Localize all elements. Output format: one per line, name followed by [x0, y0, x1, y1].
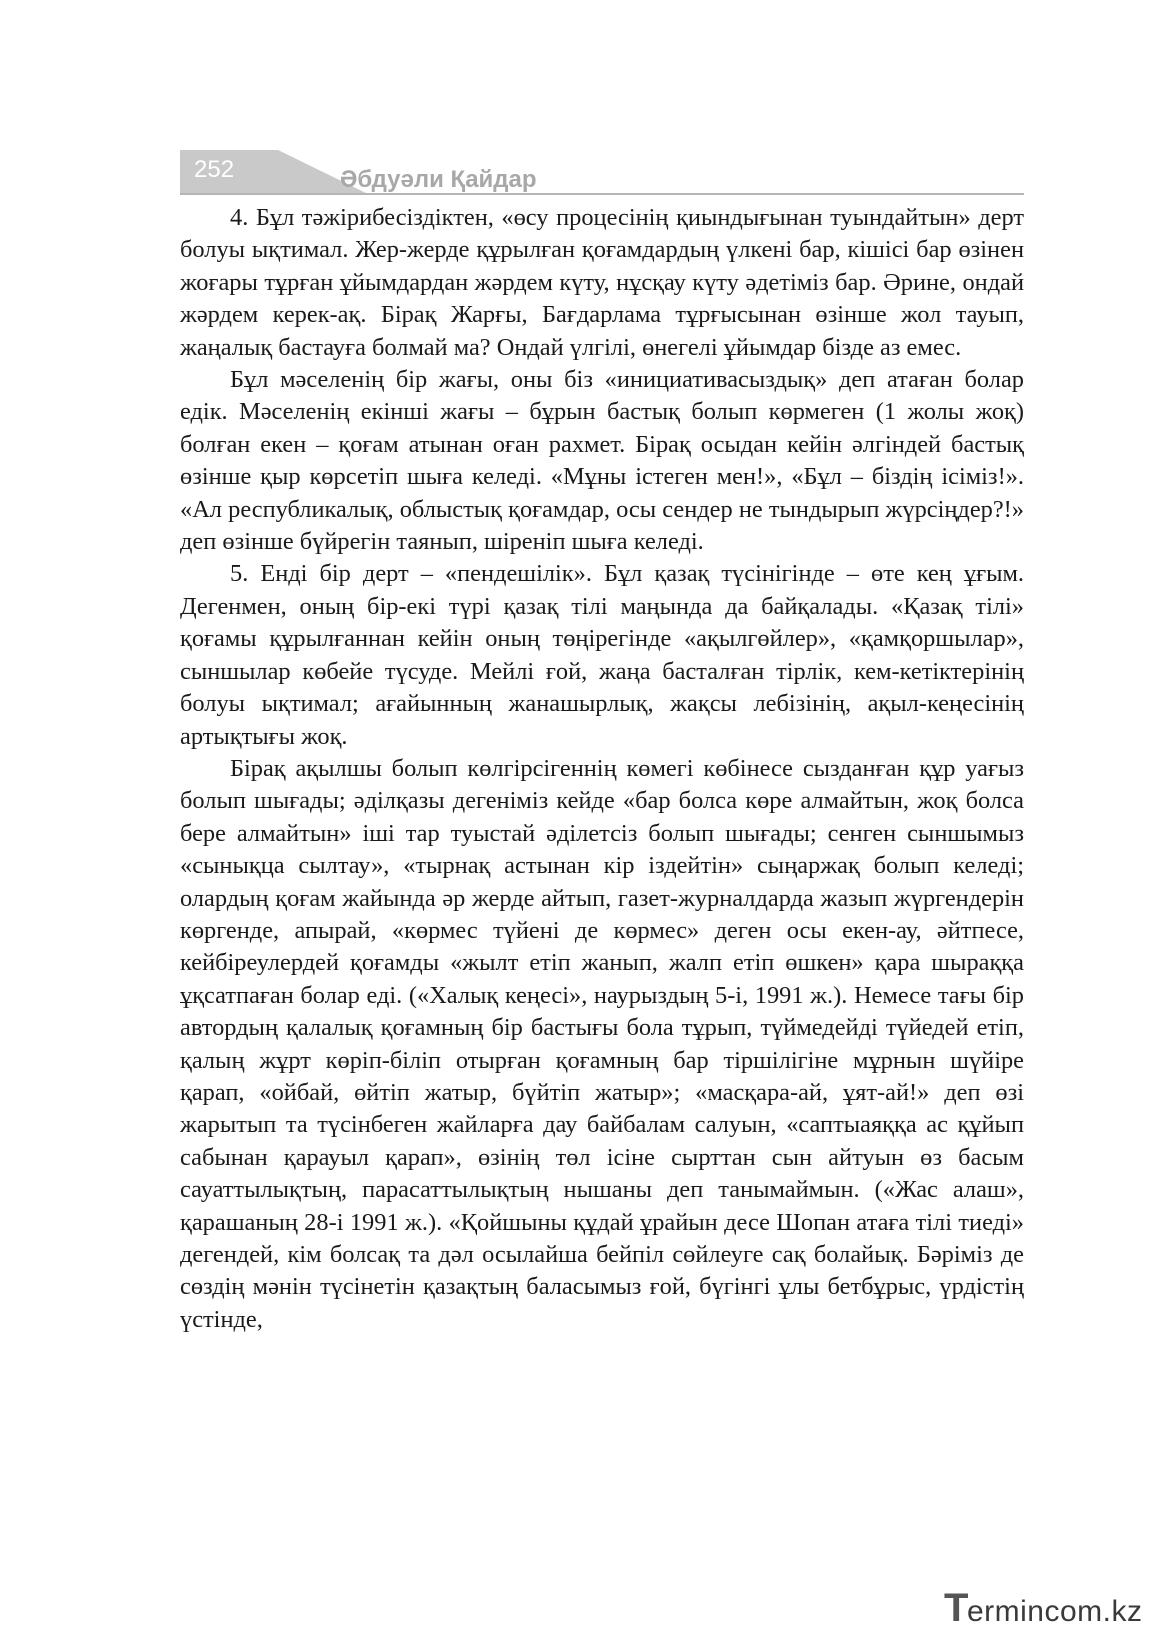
paragraph: 5. Енді бір дерт – «пендешілік». Бұл қазақ түсінігінде – өте кең ұғым. Дегенмен, оның бір-екі түрі қазақ тілі маңында да байқалады. «Қазақ тілі» қоғамы құрылғаннан кейін оның төңірегінде «ақылгөйлер», «қамқоршылар», сыншылар көбейе түсуде. Мейлі ғой, жаңа басталған тірлік, кем-кетіктерінің болуы ықтимал; ағайынның жанашырлық, жақсы лебізінің, ақыл-кеңесінің артықтығы жоқ. — [180, 560, 1024, 750]
paragraph: 4. Бұл тәжірибесіздіктен, «өсу процесінің қиындығынан туындайтын» дерт болуы ықтимал. Жер-жерде құрылған қоғамдардың үлкені бар, кішісі бар өзінен жоғары тұрған ұйымдардан жәрдем күту, нұсқау күту әдетіміз бар. Әрине, ондай жәрдем керек-ақ. Бірақ Жарғы, Бағдарлама тұрғысынан өзінше жол тауып, жаңалық бастауға болмай ма? Ондай үлгілі, өнегелі ұйымдар бізде аз емес. — [180, 204, 1024, 361]
paragraph: Бірақ ақылшы болып көлгірсігеннің көмегі көбінесе сызданған құр уағыз болып шығады; әділқазы дегеніміз кейде «бар болса көре алмайтын, жоқ болса бере алмайтын» іші тар туыстай әділетсіз болып шығады; сенген сыншымыз «сынықца сылтау», «тырнақ астынан кір іздейтін» сыңаржақ болып келеді; олардың қоғам жайында әр жерде айтып, газет-журналдарда жазып жүргендерін көргенде, апырай, «көрмес түйені де көрмес» деген осы екен-ау, әйтпесе, кейбіреулердей қоғамды «жылт етіп жанып, жалп етіп өшкен» қара шыраққа ұқсатпаған болар еді. («Халық кеңесі», наурыздың 5-і, 1991 ж.). Немесе тағы бір автордың қалалық қоғамның бір бастығы бола тұрып, түймедейді түйедей етіп, қалың жұрт көріп-біліп отырған қоғамның бар тіршілігіне мұрнын шүйіре қарап, «ойбай, өйтіп жатыр, бүйтіп жатыр»; «масқара-ай, ұят-ай!» деп өзі жарытып та түсінбеген жайларға дау байбалам салуын, «саптыаяққа ас құйып сабынан қарауыл қарап», өзінің төл ісіне сырттан сын айтуын өз басым сауаттылықтың, парасаттылықтың нышаны деп танымаймын. («Жас алаш», қарашаның 28-і 1991 ж.). «Қойшыны құдай ұрайын десе Шопан атаға тілі тиеді» дегендей, кім болсақ та дәл осылайша бейпіл сөйлеуге сақ болайық. Бәріміз де сөздің мәнін түсінетін қазақтың баласымыз ғой, бүгінгі ұлы бетбұрыс, үрдістің үстінде, — [180, 754, 1024, 1333]
page-number: 252 — [194, 156, 235, 183]
paragraph: Бұл мәселенің бір жағы, оны біз «инициативасыздық» деп атаған болар едік. Мәселенің екінші жағы – бұрын бастық болып көрмеген (1 жолы жоқ) болған екен – қоғам атынан оған рахмет. Бірақ осыдан кейін әлгіндей бастық өзінше қыр көрсетіп шыға келеді. «Мұны істеген мен!», «Бұл – біздің ісіміз!». «Ал республикалық, облыстық қоғамдар, осы сендер не тындырып жүрсіңдер?!» деп өзінше бүйрегін таянып, шіреніп шыға келеді. — [180, 366, 1024, 556]
body-text — [180, 202, 1024, 1336]
running-header — [180, 150, 1024, 196]
watermark-lead-letter: T — [944, 1586, 969, 1630]
header-rule — [180, 193, 1024, 195]
watermark-text: ermincom.kz — [966, 1595, 1143, 1628]
running-header-author: Әбдуәли Қайдар — [340, 166, 537, 193]
page-number-box — [180, 150, 278, 194]
watermark-logo — [944, 1586, 1142, 1631]
